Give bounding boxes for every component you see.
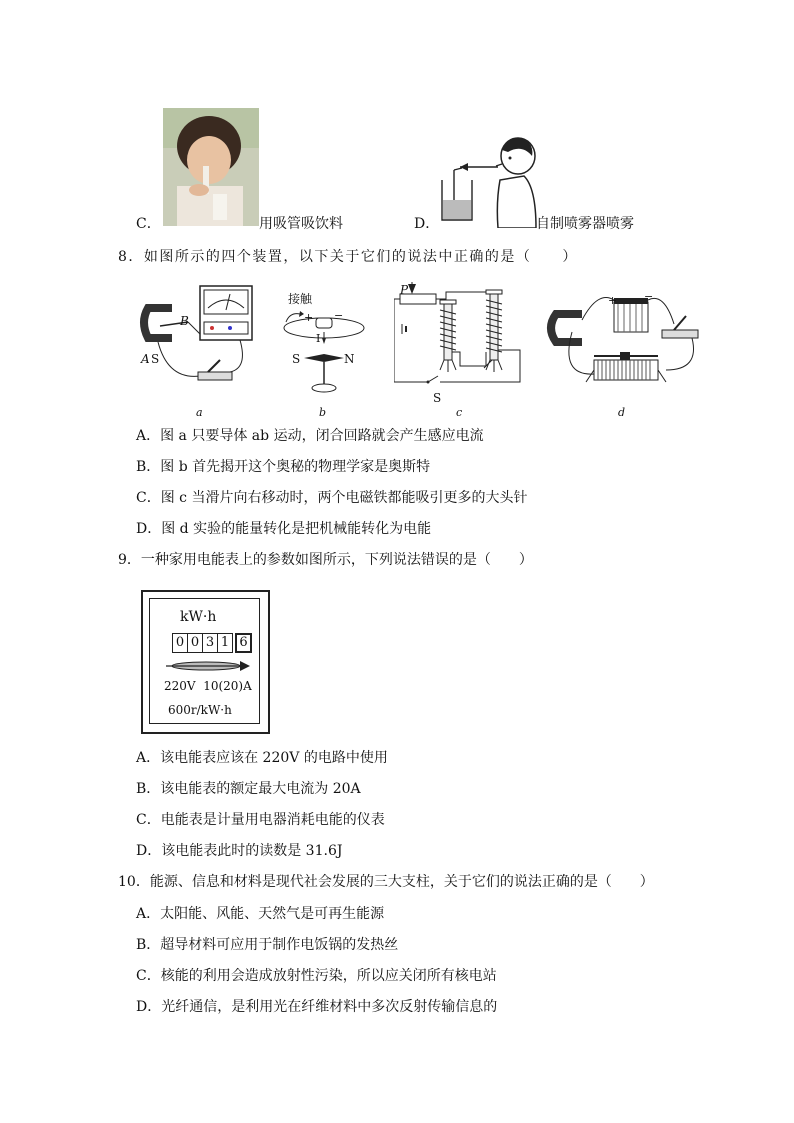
q8-figure-a xyxy=(138,282,263,394)
q7-option-d-label: D． xyxy=(414,216,440,232)
meter-unit: kW·h xyxy=(180,609,217,625)
q9-option-d: D．该电能表此时的读数是 31.6J xyxy=(136,843,343,859)
q8-stem: 8．如图所示的四个装置，以下关于它们的说法中正确的是（ ） xyxy=(118,249,578,265)
q8-fig-a-label-a: A xyxy=(141,352,150,366)
energy-meter-figure xyxy=(141,590,270,734)
meter-digit-decimal: 6 xyxy=(235,633,252,653)
q8-fig-c-caption: c xyxy=(456,406,463,419)
q10-option-a: A．太阳能、风能、天然气是可再生能源 xyxy=(136,906,385,922)
q8-option-d: D．图 d 实验的能量转化是把机械能转化为电能 xyxy=(136,521,432,537)
q8-fig-b-caption: b xyxy=(319,406,327,419)
q9-option-a: A．该电能表应该在 220V 的电路中使用 xyxy=(136,750,388,766)
q8-fig-b-touch-label: 接触 xyxy=(288,292,313,306)
q8-fig-b-minus: − xyxy=(334,309,344,322)
q8-fig-b-south: S xyxy=(292,352,301,366)
q8-fig-d-minus: − xyxy=(644,290,654,303)
q8-fig-c-slider-label: P xyxy=(400,283,409,297)
q10-stem: 10．能源、信息和材料是现代社会发展的三大支柱，关于它们的说法正确的是（ ） xyxy=(118,874,654,890)
meter-constant: 600r/kW·h xyxy=(168,703,232,717)
q10-option-b: B．超导材料可应用于制作电饭锅的发热丝 xyxy=(136,937,399,953)
q8-fig-a-label-s: S xyxy=(151,352,160,366)
q8-fig-a-caption: a xyxy=(196,406,203,419)
q8-figure-c xyxy=(394,282,526,394)
q8-fig-d-caption: d xyxy=(618,406,626,419)
q8-fig-b-plus: + xyxy=(304,311,314,324)
q8-option-b: B．图 b 首先揭开这个奥秘的物理学家是奥斯特 xyxy=(136,459,431,475)
q9-option-c: C．电能表是计量用电器消耗电能的仪表 xyxy=(136,812,385,828)
q8-fig-b-current: I xyxy=(316,332,321,345)
q8-fig-c-switch-label: S xyxy=(433,391,442,405)
q8-fig-d-plus: + xyxy=(608,294,618,307)
q7-option-d-caption: 自制喷雾器喷雾 xyxy=(536,216,634,232)
q7-option-c-label: C． xyxy=(136,216,161,232)
q10-option-d: D．光纤通信，是利用光在纤维材料中多次反射传输信息的 xyxy=(136,999,498,1015)
q8-option-a: A．图 a 只要导体 ab 运动，闭合回路就会产生感应电流 xyxy=(136,428,484,444)
meter-rating: 220V 10(20)A xyxy=(164,679,252,693)
q8-fig-b-north: N xyxy=(344,352,355,366)
meter-digit: 0 xyxy=(187,633,203,653)
meter-digit: 1 xyxy=(217,633,233,653)
q9-option-b: B．该电能表的额定最大电流为 20A xyxy=(136,781,361,797)
q10-option-c: C．核能的利用会造成放射性污染，所以应关闭所有核电站 xyxy=(136,968,497,984)
q8-option-c: C．图 c 当滑片向右移动时，两个电磁铁都能吸引更多的大头针 xyxy=(136,490,528,506)
meter-digit: 3 xyxy=(202,633,218,653)
q9-stem: 9．一种家用电能表上的参数如图所示，下列说法错误的是（ ） xyxy=(118,552,533,568)
q8-figure-d xyxy=(542,290,704,394)
boy-sprayer-figure xyxy=(438,130,538,228)
meter-disc-arrow-icon xyxy=(162,659,252,673)
girl-drinking-photo xyxy=(163,108,259,226)
meter-digit: 0 xyxy=(172,633,188,653)
meter-digits xyxy=(172,633,251,653)
q8-fig-a-label-b: B xyxy=(180,314,189,328)
q7-option-c-caption: 用吸管吸饮料 xyxy=(259,216,343,232)
